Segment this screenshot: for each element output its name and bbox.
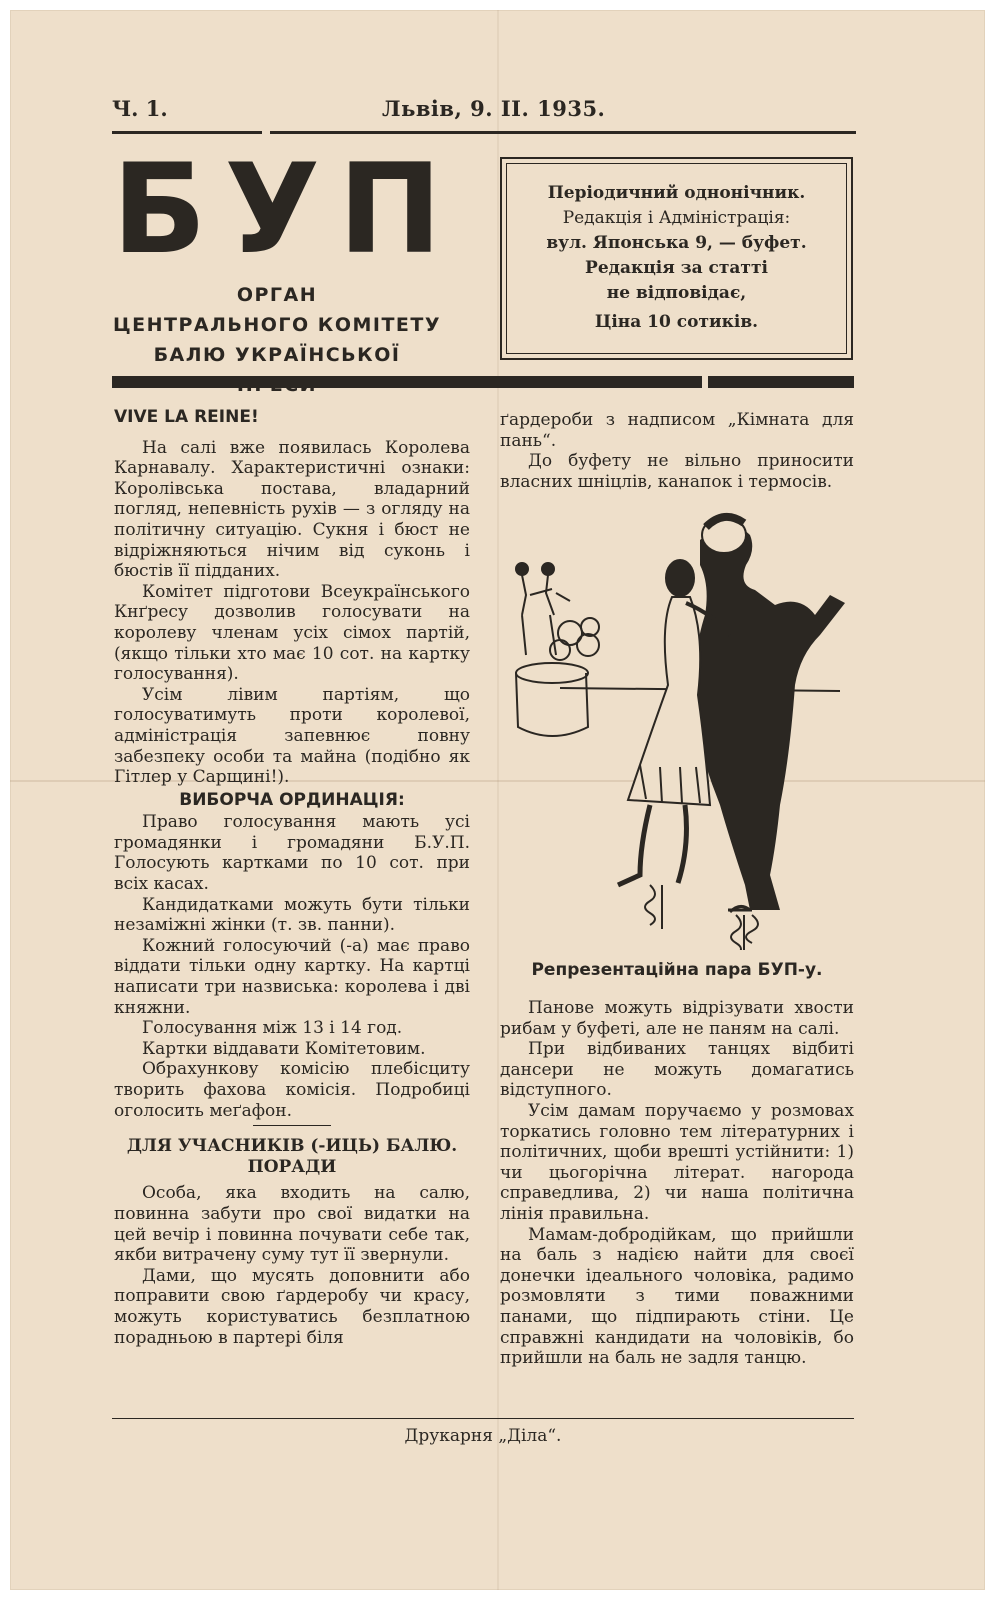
dancing-couple-illustration <box>500 505 854 950</box>
article-title: VIVE LA REINE! <box>114 407 259 427</box>
right-column-top <box>500 410 854 492</box>
printer-credit: Друкарня „Діла“. <box>404 1426 562 1446</box>
man-figure <box>690 517 845 950</box>
paragraph: Комітет підготови Всеукраїнського Кнґресу дозволив голосувати на королеву членам усіх сімох партій, (якщо тільки хто має 10 сот. на картку голосування). <box>114 581 470 685</box>
info-line: Ціна 10 сотиків. <box>594 312 759 332</box>
paragraph: На салі вже появилась Королева Карнавалу. Характеристичні ознаки: Королівська постава, владарний погляд, непевність рухів — з огляду на політичну ситуацію. Сукня і бюст не відріжняються нічим від суконь і бюстів її підданих. <box>114 437 470 582</box>
paragraph: Картки віддавати Комітетовим. <box>142 1038 426 1059</box>
section-heading: ВИБОРЧА ОРДИНАЦІЯ: <box>179 789 405 810</box>
info-line: Редакція і Адміністрація: <box>562 208 791 228</box>
top-rule-gap <box>262 131 270 134</box>
paragraph: Голосування між 13 і 14 год. <box>142 1018 403 1039</box>
footer-rule <box>112 1418 854 1419</box>
illustration-caption: Репрезентаційна пара БУП-у. <box>531 960 823 980</box>
paper-fold-vertical <box>497 10 499 1590</box>
top-rule <box>112 131 856 134</box>
paragraph: При відбиваних танцях відбиті дансери не можуть домагатись відступного. <box>500 1039 854 1101</box>
issue-number: Ч. 1. <box>112 96 168 121</box>
publication-info-box <box>500 157 853 360</box>
paragraph: Обрахункову комісію плебісциту творить фахова комісія. Подробиці оголосить меґафон. <box>114 1059 470 1121</box>
right-column-bottom <box>500 998 854 1369</box>
paragraph: Панове можуть відрізувати хвости рибам у буфеті, але не паням на салі. <box>500 998 854 1039</box>
left-column <box>114 407 470 1348</box>
section-heading: ДЛЯ УЧАСНИКІВ (-ИЦЬ) БАЛЮ. ПОРАДИ <box>126 1136 458 1177</box>
paragraph: ґардероби з надписом „Кімната для пань“. <box>500 410 854 451</box>
paragraph: Право голосування мають усі громадянки і громадяни Б.У.П. Голосують картками по 10 сот. при всіх касах. <box>114 812 470 895</box>
section-divider-bar-right <box>708 376 854 388</box>
paragraph: Мамам-добродійкам, що прийшли на баль з надією найти для своєї донечки ідеального чоловіка, радимо розмовляти з тими поважними панами, що підпирають стіни. Це справжні кандидати на чоловіків, бо прийшли на баль не задля танцю. <box>500 1224 854 1369</box>
info-line: не відповідає, <box>606 283 747 303</box>
orchestra-table <box>516 563 599 736</box>
paragraph: Усім лівим партіям, що голосуватимуть проти королевої, адміністрація запевнює повну забезпеку особи та майна (подібно як Гітлер у Сарщині!). <box>114 684 470 788</box>
organ-line: ЦЕНТРАЛЬНОГО КОМІТЕТУ <box>113 314 441 336</box>
organ-line: ОРГАН <box>236 284 318 306</box>
info-box-text <box>502 181 851 335</box>
paragraph: Усім дамам поручаємо у розмовах торкатись головно тем літературних і політичних, щоби врешті устійнити: 1) чи цьогорічна літерат. нагорода справедлива, 2) чи наша політична лінія правильна. <box>500 1100 854 1224</box>
info-line: вул. Японська 9, — буфет. <box>546 233 807 253</box>
organ-line: БАЛЮ УКРАЇНСЬКОЇ <box>153 344 401 366</box>
info-line: Періодичний однонічник. <box>547 183 806 203</box>
short-divider <box>253 1125 331 1126</box>
place-date: Львів, 9. II. 1935. <box>382 96 606 121</box>
info-line: Редакція за статті <box>585 258 768 278</box>
paragraph: Кожний голосуючий (-а) має право віддати тільки одну картку. На картці написати три назвиська: королева і дві княжни. <box>114 935 470 1018</box>
paragraph: Особа, яка входить на салю, повинна забути про свої видатки на цей вечір і повинна почувати себе так, якби витрачену суму тут її звернули. <box>114 1183 470 1266</box>
section-divider-bar <box>112 376 702 388</box>
paragraph: До буфету не вільно приносити власних шніцлів, канапок і термосів. <box>500 451 854 492</box>
masthead-title: БУП <box>112 138 460 282</box>
paragraph: Кандидатками можуть бути тільки незаміжні жінки (т. зв. панни). <box>114 894 470 936</box>
paragraph: Дами, що мусять доповнити або поправити свою ґардеробу чи красу, можуть користуватись безплатною порадньою в партері біля <box>114 1265 470 1348</box>
